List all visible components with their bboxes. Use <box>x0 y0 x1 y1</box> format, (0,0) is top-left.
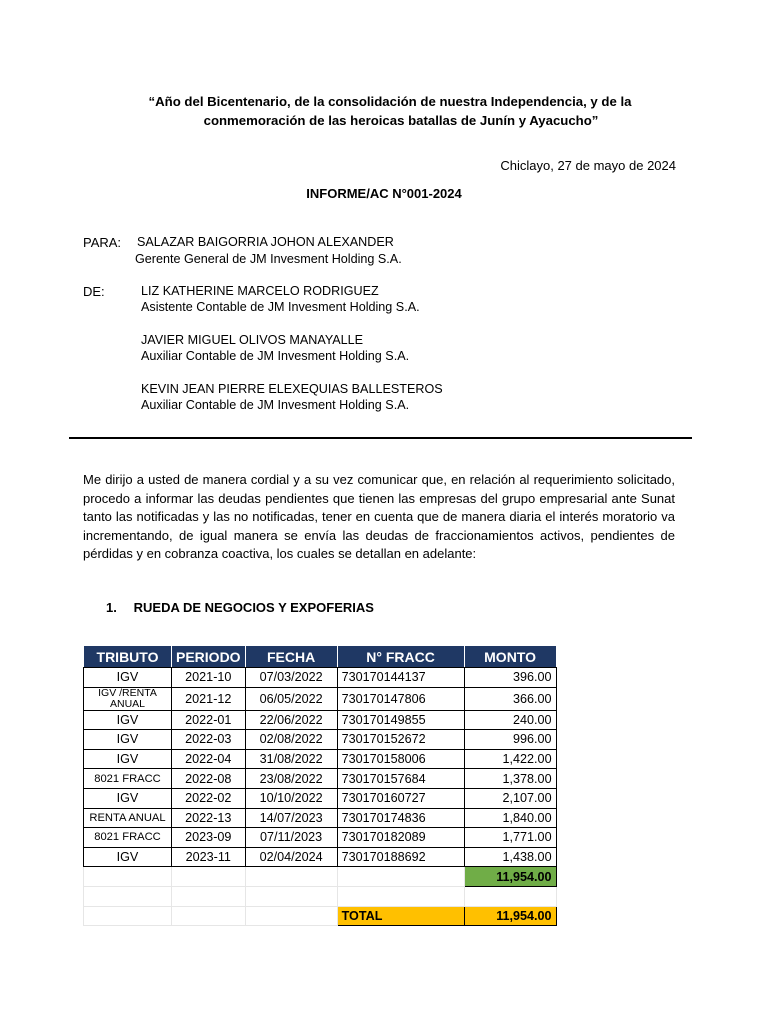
header-nfracc: N° FRACC <box>337 646 464 668</box>
table-row <box>84 710 557 730</box>
cell-tributo: IGV /RENTA ANUAL <box>84 687 172 710</box>
cell-nfracc: 730170157684 <box>337 769 464 789</box>
cell-periodo: 2022-01 <box>172 710 246 730</box>
table-row <box>84 730 557 750</box>
cell-monto: 1,438.00 <box>464 847 556 867</box>
table-row <box>84 808 557 828</box>
section-title: RUEDA DE NEGOCIOS Y EXPOFERIAS <box>133 600 374 615</box>
cell-periodo: 2023-11 <box>172 847 246 867</box>
cell-tributo: IGV <box>84 788 172 808</box>
cell-tributo: IGV <box>84 730 172 750</box>
cell-monto: 396.00 <box>464 668 556 688</box>
table-header-row <box>84 646 557 668</box>
cell-fecha: 07/11/2023 <box>245 828 337 848</box>
cell-nfracc: 730170147806 <box>337 687 464 710</box>
empty-cell <box>172 886 246 906</box>
cell-fecha: 31/08/2022 <box>245 749 337 769</box>
cell-periodo: 2021-12 <box>172 687 246 710</box>
subtotal-row <box>84 867 557 887</box>
header-tributo: TRIBUTO <box>84 646 172 668</box>
from-name-1: LIZ KATHERINE MARCELO RODRIGUEZ <box>141 284 379 298</box>
empty-cell <box>337 867 464 887</box>
spacer-row <box>84 886 557 906</box>
cell-periodo: 2022-02 <box>172 788 246 808</box>
cell-tributo: IGV <box>84 668 172 688</box>
table-row <box>84 687 557 710</box>
section-number: 1. <box>106 600 117 615</box>
cell-nfracc: 730170182089 <box>337 828 464 848</box>
header-fecha: FECHA <box>245 646 337 668</box>
empty-cell <box>84 906 172 926</box>
table-row <box>84 847 557 867</box>
empty-cell <box>245 886 337 906</box>
cell-fecha: 23/08/2022 <box>245 769 337 789</box>
cell-tributo: IGV <box>84 710 172 730</box>
table-row <box>84 788 557 808</box>
from-role-2: Auxiliar Contable de JM Invesment Holding S.A. <box>141 349 410 363</box>
empty-cell <box>172 906 246 926</box>
cell-nfracc: 730170174836 <box>337 808 464 828</box>
cell-periodo: 2021-10 <box>172 668 246 688</box>
cell-monto: 1,422.00 <box>464 749 556 769</box>
header-monto: MONTO <box>464 646 556 668</box>
table-row <box>84 668 557 688</box>
empty-cell <box>464 886 556 906</box>
cell-tributo: RENTA ANUAL <box>84 808 172 828</box>
cell-monto: 366.00 <box>464 687 556 710</box>
cell-nfracc: 730170188692 <box>337 847 464 867</box>
subtotal-value: 11,954.00 <box>464 867 556 887</box>
cell-monto: 2,107.00 <box>464 788 556 808</box>
report-number: INFORME/AC N°001-2024 <box>306 186 462 201</box>
from-name-3: KEVIN JEAN PIERRE ELEXEQUIAS BALLESTEROS <box>141 382 443 396</box>
motto-line-2: conmemoración de las heroicas batallas de Junín y Ayacucho” <box>203 113 599 128</box>
cell-nfracc: 730170149855 <box>337 710 464 730</box>
empty-cell <box>337 886 464 906</box>
total-value: 11,954.00 <box>464 906 556 926</box>
cell-fecha: 02/04/2024 <box>245 847 337 867</box>
motto <box>110 92 670 130</box>
cell-monto: 996.00 <box>464 730 556 750</box>
to-role: Gerente General de JM Invesment Holding S.A. <box>135 252 402 266</box>
cell-fecha: 14/07/2023 <box>245 808 337 828</box>
to-name: SALAZAR BAIGORRIA JOHON ALEXANDER <box>137 235 394 249</box>
empty-cell <box>84 886 172 906</box>
cell-tributo: 8021 FRACC <box>84 769 172 789</box>
table-row <box>84 828 557 848</box>
cell-nfracc: 730170144137 <box>337 668 464 688</box>
total-label: TOTAL <box>337 906 464 926</box>
cell-periodo: 2022-13 <box>172 808 246 828</box>
cell-tributo: 8021 FRACC <box>84 828 172 848</box>
table-row <box>84 769 557 789</box>
from-role-3: Auxiliar Contable de JM Invesment Holding S.A. <box>141 398 410 412</box>
cell-fecha: 22/06/2022 <box>245 710 337 730</box>
cell-fecha: 07/03/2022 <box>245 668 337 688</box>
from-role-1: Asistente Contable de JM Invesment Holding S.A. <box>141 300 420 314</box>
empty-cell <box>172 867 246 887</box>
cell-periodo: 2022-04 <box>172 749 246 769</box>
cell-periodo: 2023-09 <box>172 828 246 848</box>
empty-cell <box>245 906 337 926</box>
cell-nfracc: 730170152672 <box>337 730 464 750</box>
empty-cell <box>84 867 172 887</box>
cell-monto: 1,840.00 <box>464 808 556 828</box>
to-label: PARA: <box>83 235 122 250</box>
cell-nfracc: 730170160727 <box>337 788 464 808</box>
cell-fecha: 02/08/2022 <box>245 730 337 750</box>
cell-monto: 240.00 <box>464 710 556 730</box>
cell-fecha: 10/10/2022 <box>245 788 337 808</box>
from-label: DE: <box>83 284 105 299</box>
separator-rule <box>69 437 692 439</box>
cell-periodo: 2022-03 <box>172 730 246 750</box>
cell-periodo: 2022-08 <box>172 769 246 789</box>
section-heading <box>106 600 374 615</box>
from-name-2: JAVIER MIGUEL OLIVOS MANAYALLE <box>141 333 364 347</box>
table-row <box>84 749 557 769</box>
place-date: Chiclayo, 27 de mayo de 2024 <box>500 158 676 173</box>
cell-monto: 1,771.00 <box>464 828 556 848</box>
debt-table <box>83 645 557 926</box>
total-row <box>84 906 557 926</box>
cell-tributo: IGV <box>84 847 172 867</box>
cell-monto: 1,378.00 <box>464 769 556 789</box>
body-paragraph: Me dirijo a usted de manera cordial y a su vez comunicar que, en relación al requerimiento solicitado, procedo a informar las deudas pendientes que tienen las empresas del grupo empresarial ante Sunat tanto las notificadas y las no notificadas, tener en cuenta que de manera diaria el interés moratorio va incrementando, de igual manera se envía las deudas de fraccionamientos activos, pendientes de pérdidas y en cobranza coactiva, los cuales se detallan en adelante: <box>83 472 675 561</box>
cell-fecha: 06/05/2022 <box>245 687 337 710</box>
motto-line-1: “Año del Bicentenario, de la consolidación de nuestra Independencia, y de la <box>148 94 632 109</box>
empty-cell <box>245 867 337 887</box>
header-periodo: PERIODO <box>172 646 246 668</box>
cell-nfracc: 730170158006 <box>337 749 464 769</box>
cell-tributo: IGV <box>84 749 172 769</box>
